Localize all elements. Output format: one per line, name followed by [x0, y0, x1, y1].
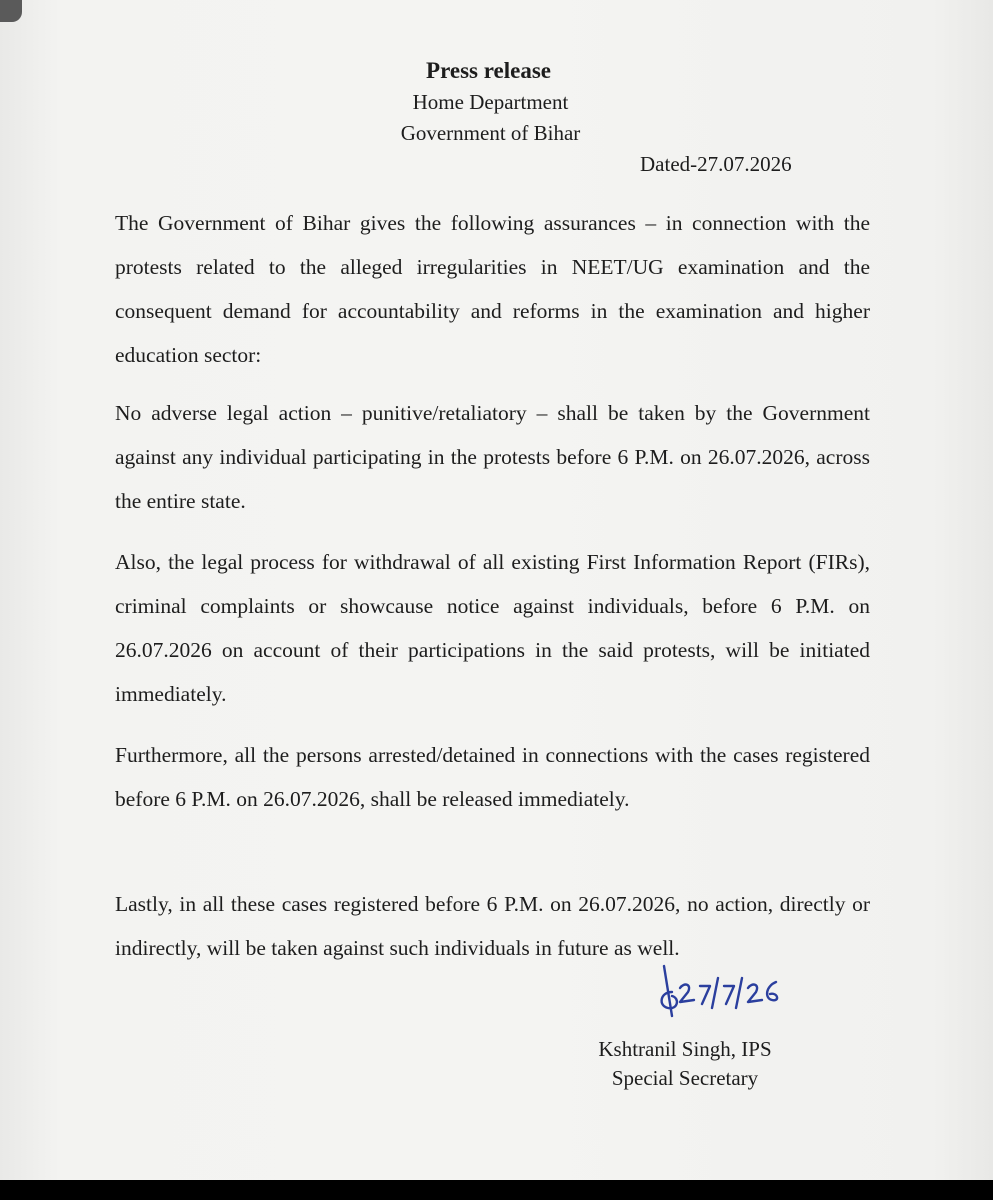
- paragraph-fir-withdrawal: Also, the legal process for withdrawal of all existing First Information Report (FIRs), criminal complaints or showcause notice against individuals, before 6 P.M. on 26.07.2026 on account of their participations in the said protests, will be initiated immediately.: [115, 550, 870, 706]
- paragraph-future: Lastly, in all these cases registered before 6 P.M. on 26.07.2026, no action, directly or indirectly, will be taken against such individuals in future as well.: [115, 892, 870, 960]
- signer-designation: Special Secretary: [611, 1066, 759, 1090]
- government-name: Government of Bihar: [400, 121, 581, 145]
- bottom-bar: [0, 1180, 993, 1200]
- paragraph-release: Furthermore, all the persons arrested/detained in connections with the cases registered before 6 P.M. on 26.07.2026, shall be released immediately.: [115, 743, 870, 811]
- document-title: Press release: [426, 58, 551, 83]
- document-date: Dated-27.07.2026: [640, 152, 792, 176]
- corner-tab: [0, 0, 22, 22]
- paragraph-intro: The Government of Bihar gives the following assurances – in connection with the protests related to the alleged irregularities in NEET/UG examination and the consequent demand for accountability and reforms in the examination and higher education sector:: [115, 211, 870, 367]
- signer-name: Kshtranil Singh, IPS: [598, 1037, 772, 1061]
- department-name: Home Department: [412, 90, 569, 114]
- paragraph-no-action: No adverse legal action – punitive/retaliatory – shall be taken by the Government against any individual participating in the protests before 6 P.M. on 26.07.2026, across the entire state.: [115, 401, 870, 513]
- handwritten-signature: [650, 962, 790, 1022]
